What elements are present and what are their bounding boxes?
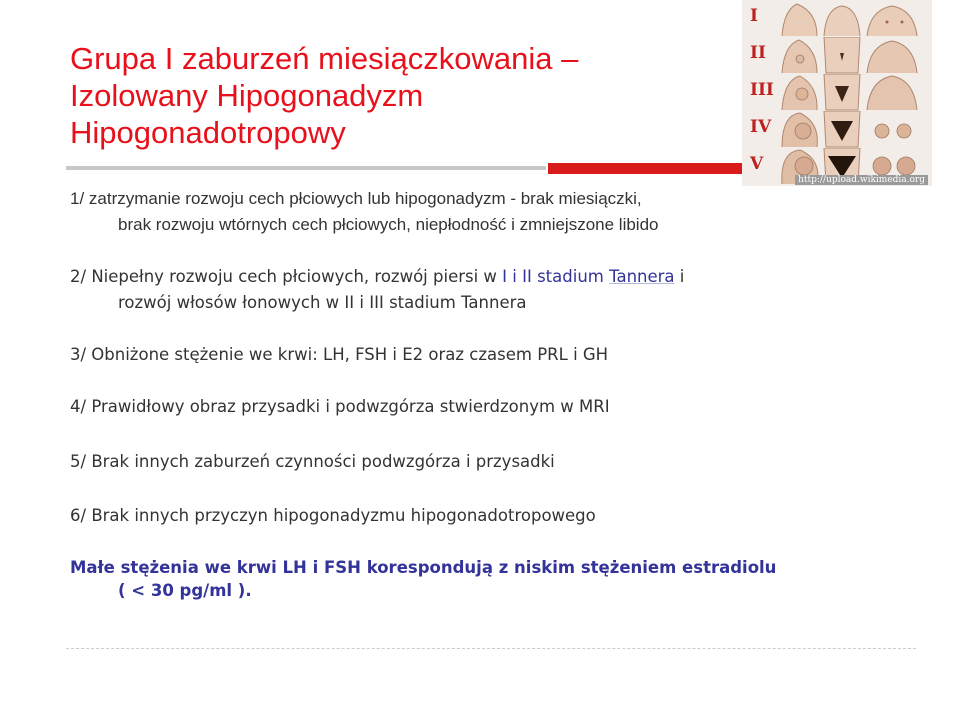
tanner-stages-figure (742, 0, 932, 186)
item-number: 3/ (70, 345, 87, 364)
item-text: Prawidłowy obraz przysadki i podwzgórza stwierdzonym w MRI (91, 397, 610, 416)
item-number: 2/ (70, 267, 87, 286)
item-number: 1/ (70, 189, 85, 208)
conclusion-text (70, 556, 776, 602)
conclusion-line-1: Małe stężenia we krwi LH i FSH korespondują z niskim stężeniem estradiolu (70, 558, 777, 577)
tanner-stage-3 (742, 74, 932, 111)
list-item-2 (70, 264, 684, 316)
list-item-6 (70, 503, 596, 529)
item-number: 4/ (70, 397, 87, 416)
item-number: 6/ (70, 506, 87, 525)
list-item-5 (70, 449, 555, 475)
footer-divider (66, 648, 916, 649)
list-item-3 (70, 342, 608, 368)
slide-title (70, 40, 750, 151)
item-line-2: rozwój włosów łonowych w II i III stadium Tannera (118, 293, 527, 312)
tanner-stage-1 (742, 0, 932, 37)
item-line-1a: Niepełny rozwoju cech płciowych, rozwój piersi w (91, 267, 503, 286)
list-item-4 (70, 394, 610, 420)
list-item-1 (70, 186, 658, 238)
stage-label: IV (750, 117, 772, 137)
item-line-2: brak rozwoju wtórnych cech płciowych, niepłodność i zmniejszone libido (118, 215, 659, 234)
title-divider-grey (66, 166, 546, 170)
stage-label: III (750, 80, 774, 100)
tanner-stage-2 (742, 37, 932, 74)
item-line-1: zatrzymanie rozwoju cech płciowych lub hipogonadyzm - brak miesiączki, (88, 189, 642, 208)
conclusion-line-2: ( < 30 pg/ml ). (118, 581, 252, 600)
item-number: 5/ (70, 452, 87, 471)
title-line-3: Hipogonadotropowy (70, 115, 346, 150)
stage-label: V (750, 154, 764, 174)
item-text: Brak innych zaburzeń czynności podwzgórza i przysadki (91, 452, 555, 471)
item-text: Obniżone stężenie we krwi: LH, FSH i E2 oraz czasem PRL i GH (86, 345, 609, 364)
image-credit: http://upload.wikimedia.org (795, 175, 928, 185)
title-line-1: Grupa I zaburzeń miesiączkowania – (70, 41, 579, 76)
title-line-2: Izolowany Hipogonadyzm (70, 78, 424, 113)
item-text: Brak innych przyczyn hipogonadyzmu hipogonadotropowego (91, 506, 596, 525)
tanner-stage-4 (742, 111, 932, 148)
tannera-link[interactable]: Tannera (609, 267, 675, 286)
item-line-1b: I i II stadium (502, 267, 610, 286)
stage-label: II (750, 43, 766, 63)
title-divider-red (548, 163, 746, 174)
item-line-1c: i (674, 267, 685, 286)
stage-label: I (750, 6, 758, 26)
